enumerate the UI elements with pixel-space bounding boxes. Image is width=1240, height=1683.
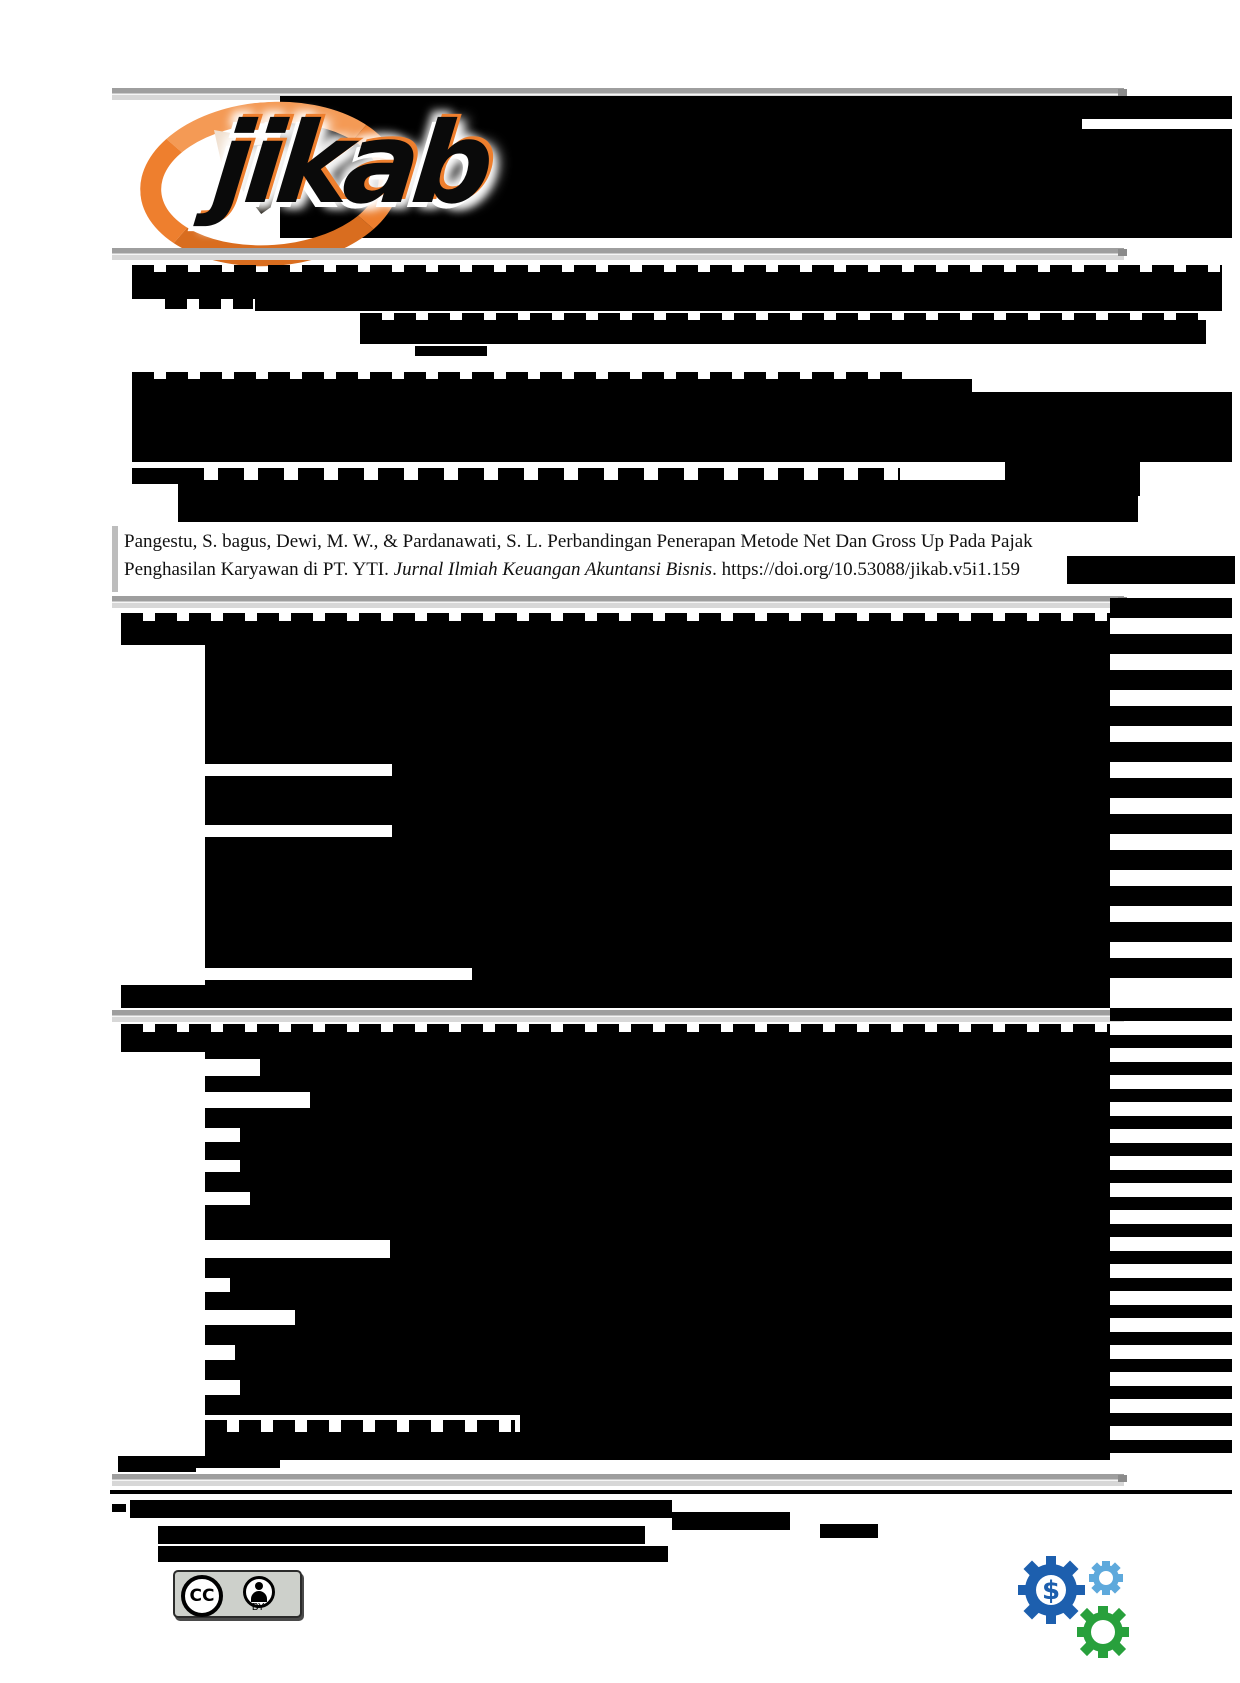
- citation-text: [124, 528, 1136, 584]
- redacted-info-row1: [132, 379, 972, 392]
- section2-gap3: [205, 1128, 240, 1142]
- by-label: BY: [251, 1602, 265, 1613]
- section2-gap10: [205, 1380, 240, 1395]
- redacted-section2-heading: [121, 1032, 1110, 1052]
- citation-journal-name: Jurnal Ilmiah Keuangan Akuntansi Bisnis: [393, 559, 713, 580]
- cc-label: CC: [189, 1586, 215, 1606]
- redacted-cite-label: [132, 468, 178, 484]
- redacted-title-line2: [255, 299, 1222, 311]
- cc-by-badge[interactable]: [173, 1570, 302, 1618]
- separator-bar-footer: [112, 1474, 1124, 1486]
- person-body: [251, 1591, 267, 1602]
- citation-left-border: [112, 526, 118, 592]
- redacted-footer-line1c: [820, 1524, 878, 1538]
- section2-gap1: [205, 1059, 260, 1076]
- redacted-keywords-row: [121, 985, 1110, 1008]
- separator-bar-section2: [112, 1010, 1124, 1022]
- logo-wordmark: jikab: [207, 99, 493, 229]
- separator-bar-abstract: [112, 596, 1124, 608]
- footer-rule: [110, 1490, 1232, 1494]
- redacted-citation-end: [1067, 556, 1235, 584]
- redacted-title-dashes2: [165, 299, 253, 309]
- redacted-footer-line1: [130, 1500, 672, 1518]
- section2-end-dashes: [205, 1420, 515, 1432]
- section2-gap6: [205, 1240, 390, 1258]
- gears-svg: [1018, 1550, 1136, 1662]
- citation-line1: Pangestu, S. bagus, Dewi, M. W., & Pardanawati, S. L. Perbandingan Penerapan Metode Net Dan Gross Up Pada Pajak: [124, 531, 1033, 552]
- redacted-line-ends-section2: [1110, 1008, 1232, 1456]
- dollar-glyph: $: [1041, 1576, 1061, 1606]
- section2-gap9: [205, 1345, 235, 1360]
- gear-small-icon: [1089, 1561, 1123, 1595]
- citation-line2-suffix: .: [712, 559, 722, 580]
- section2-gap5: [205, 1192, 250, 1205]
- abstract-paragraph-gap3: [205, 968, 472, 980]
- open-access-gears-logo: [1018, 1550, 1136, 1667]
- redacted-title-line1: [132, 272, 1222, 299]
- redacted-footer-line2: [158, 1526, 645, 1544]
- separator-bar-header: [112, 248, 1124, 260]
- redacted-abstract-body: [205, 645, 1110, 990]
- redacted-footer-line1b: [672, 1512, 790, 1530]
- abstract-paragraph-gap1: [205, 764, 392, 776]
- citation-line2-prefix: Penghasilan Karyawan di PT. YTI.: [124, 559, 394, 580]
- person-head: [255, 1582, 263, 1590]
- redacted-cite-dashes: [178, 468, 900, 480]
- doi-link[interactable]: https://doi.org/10.53088/jikab.v5i1.159: [721, 559, 1020, 580]
- redacted-info-block: [132, 392, 1232, 462]
- gear-green-icon: [1077, 1606, 1129, 1658]
- cc-icon: [181, 1575, 223, 1617]
- jikab-logo: [126, 92, 636, 244]
- redacted-affiliation-mark: [415, 346, 487, 356]
- section2-gap4: [205, 1160, 240, 1172]
- redacted-footer-line3: [158, 1546, 668, 1562]
- redacted-footnote-mark2: [196, 1456, 280, 1468]
- section2-gap8: [205, 1310, 295, 1325]
- section2-gap2: [205, 1092, 310, 1108]
- redacted-footer-tick: [112, 1504, 126, 1512]
- redacted-footnote-mark: [118, 1456, 196, 1472]
- redacted-authors: [360, 320, 1206, 344]
- redacted-cite-block: [178, 480, 1138, 522]
- redacted-abstract-heading: [121, 621, 1110, 645]
- banner-notch: [1082, 119, 1232, 129]
- section2-gap7: [205, 1278, 230, 1292]
- abstract-paragraph-gap2: [205, 825, 392, 837]
- redacted-line-ends-abstract: [1110, 598, 1232, 994]
- gear-dollar-icon: [1018, 1556, 1085, 1624]
